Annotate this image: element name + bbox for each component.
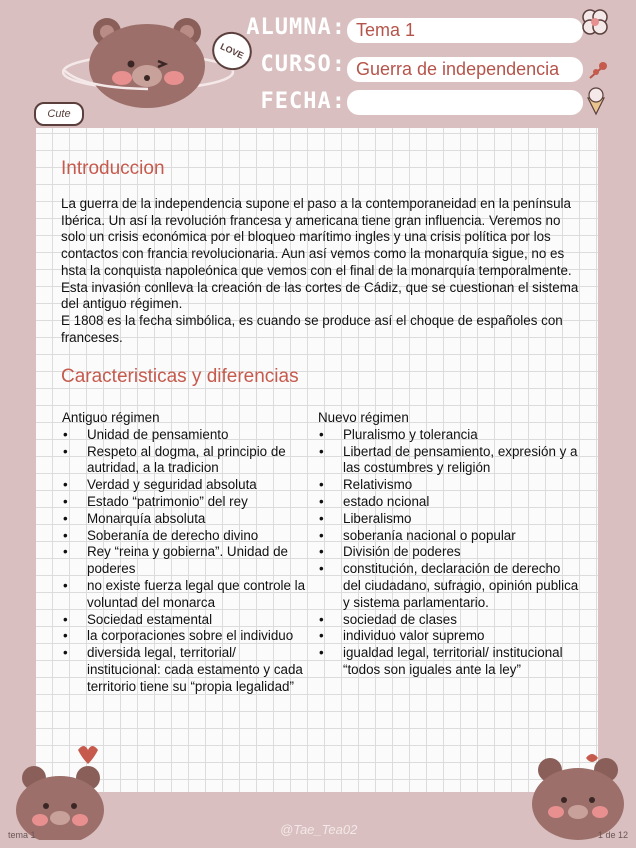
intro-body (61, 196, 579, 346)
antiguo-title: Antiguo régimen (62, 410, 160, 425)
list-item: • Libertad de pensamiento, expresión y a las costumbres y religión (318, 444, 580, 478)
antiguo-list (62, 427, 310, 696)
list-item: • Relativismo (318, 477, 580, 494)
list-item: • Monarquía absoluta (62, 511, 310, 528)
footer-left: tema 1 (8, 830, 36, 840)
list-item: • Verdad y seguridad absoluta (62, 477, 310, 494)
curso-field[interactable]: Guerra de independencia (347, 57, 583, 82)
list-item: • Soberanía de derecho divino (62, 528, 310, 545)
antiguo-column (62, 410, 310, 696)
fecha-field[interactable] (347, 90, 583, 115)
fecha-label: FECHA: (260, 89, 346, 114)
intro-paragraph: E 1808 es la fecha simbólica, es cuando se produce así el choque de españoles con franceses. (61, 312, 563, 345)
list-item: • Rey “reina y gobierna”. Unidad de poderes (62, 544, 310, 578)
list-item: • no existe fuerza legal que controle la voluntad del monarca (62, 578, 310, 612)
alumna-field[interactable]: Tema 1 (347, 18, 583, 43)
nuevo-title: Nuevo régimen (318, 410, 409, 425)
list-item: • estado ncional (318, 494, 580, 511)
list-item: • igualdad legal, territorial/ institucional “todos son iguales ante la ley” (318, 645, 580, 679)
grid-paper (36, 128, 598, 792)
intro-paragraph: La guerra de la independencia supone el paso a la contemporaneidad en la península Ibérica. Un así la revolución francesa y americana tiene gran influencia. Veremos no solo un crisis económica por el bloqueo marítimo ingles y una crisis política por los contactos con francia revolucionaria. Aun así vemos como la monarquía sigue, no es hsta la conquista napoleónica que vemos con el final de la monarquía temporalmente. Esta invasión conlleva la creación de las cortes de Cádiz, que se cuestionan el sistema del antiguo régimen. (61, 196, 579, 312)
alumna-label: ALUMNA: (246, 15, 346, 40)
list-item: • Estado “patrimonio” del rey (62, 494, 310, 511)
curso-label: CURSO: (260, 52, 346, 77)
flower-icon (578, 6, 612, 38)
list-item: • Unidad de pensamiento (62, 427, 310, 444)
bear-bottom-right-icon (526, 748, 630, 842)
cute-sticker: Cute (34, 102, 84, 126)
list-item: • División de poderes (318, 544, 580, 561)
list-item: • individuo valor supremo (318, 628, 580, 645)
bear-bottom-left-icon (10, 740, 110, 840)
list-item: • la corporaciones sobre el individuo (62, 628, 310, 645)
nuevo-list (318, 427, 580, 679)
nuevo-column (318, 410, 580, 679)
sprig-icon (588, 60, 610, 80)
features-title: Caracteristicas y diferencias (61, 366, 299, 387)
list-item: • Respeto al dogma, al principio de autridad, a la tradicion (62, 444, 310, 478)
list-item: • Liberalismo (318, 511, 580, 528)
page-counter: 1 de 12 (597, 830, 628, 840)
list-item: • soberanía nacional o popular (318, 528, 580, 545)
watermark: @Tae_Tea02 (280, 822, 358, 837)
list-item: • sociedad de clases (318, 612, 580, 629)
intro-title: Introduccion (61, 158, 165, 179)
ice-cream-icon (584, 86, 610, 116)
list-item: • Sociedad estamental (62, 612, 310, 629)
list-item: • Pluralismo y tolerancia (318, 427, 580, 444)
love-sticker: LOVE (206, 25, 258, 76)
list-item: • diversida legal, territorial/ institucional: cada estamento y cada territorio tiene su “propia legalidad” (62, 645, 310, 695)
list-item: • constitución, declaración de derecho del ciudadano, sufragio, opinión publica y sistema parlamentario. (318, 561, 580, 611)
